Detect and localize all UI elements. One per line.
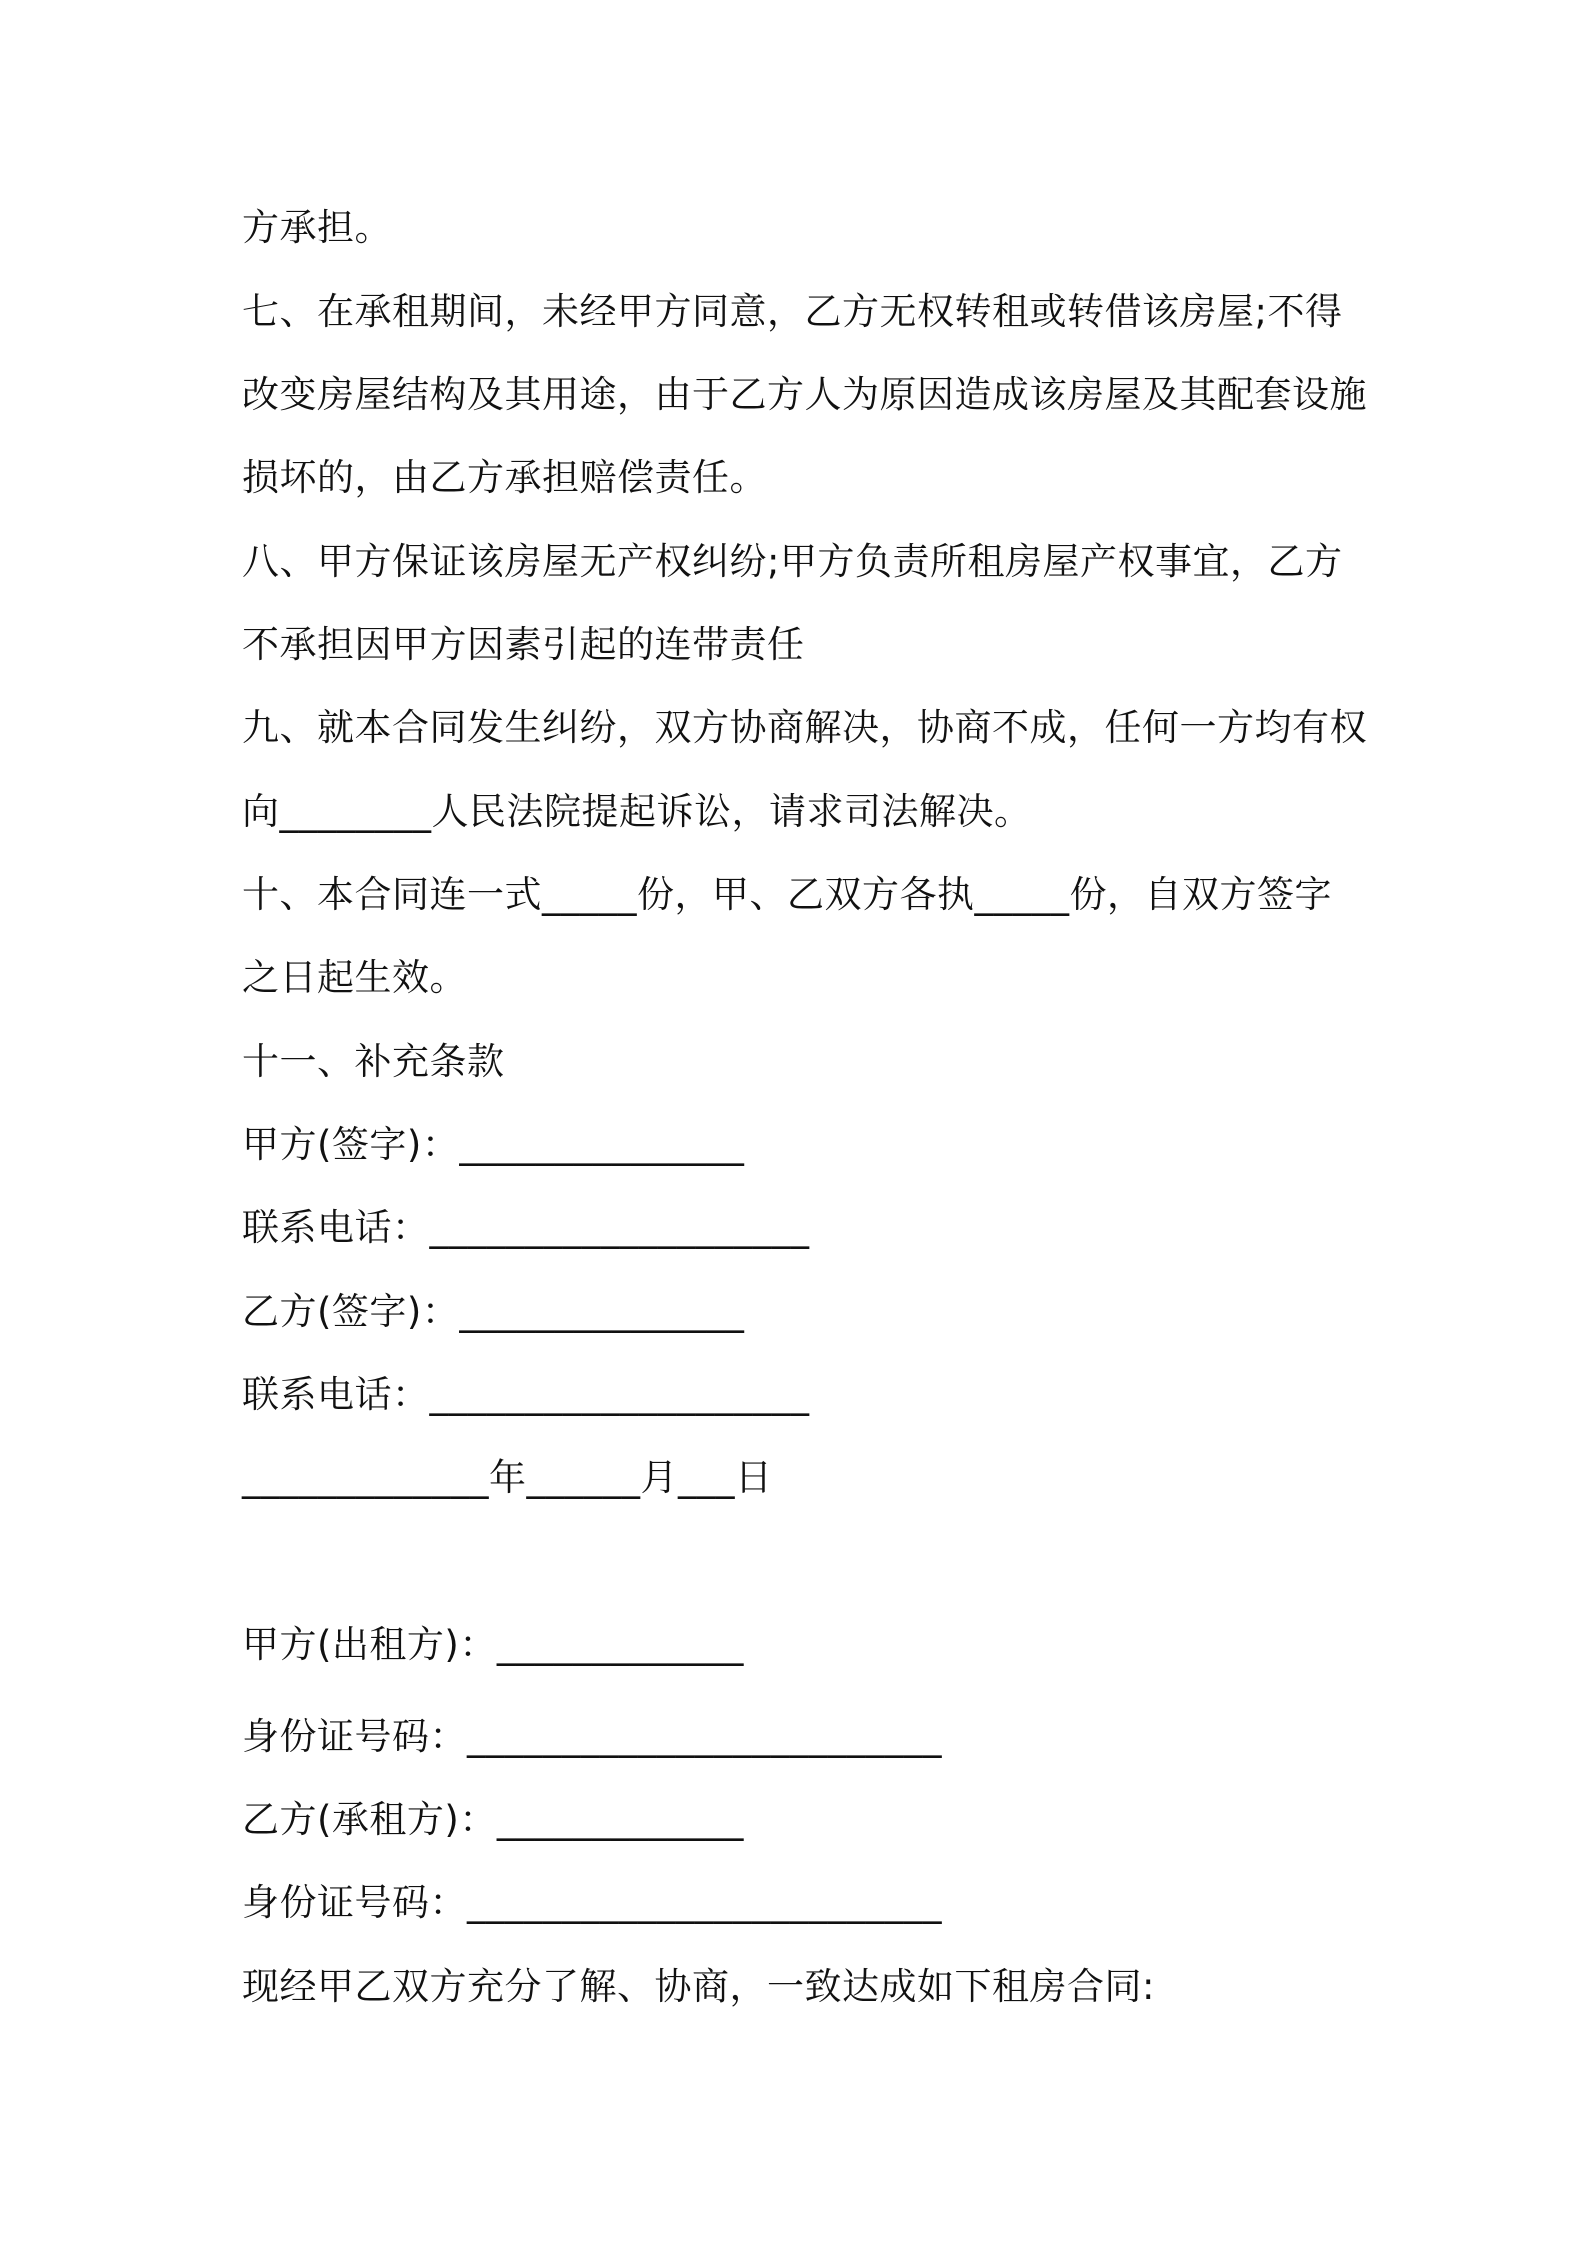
text-line-8: 向________人民法院提起诉讼，请求司法解决。: [242, 790, 1032, 833]
phone-line-party-b: 联系电话：____________________: [242, 1373, 810, 1416]
text-line-11: 十一、补充条款: [242, 1040, 505, 1083]
text-line-5: 八、甲方保证该房屋无产权纠纷;甲方负责所租房屋产权事宜，乙方: [242, 540, 1343, 583]
lessee-id-line: 身份证号码：_________________________: [242, 1881, 942, 1924]
agreement-intro-line: 现经甲乙双方充分了解、协商，一致达成如下租房合同:: [242, 1965, 1155, 2008]
lessor-line: 甲方(出租方)：_____________: [242, 1623, 744, 1666]
text-line-4: 损坏的，由乙方承担赔偿责任。: [242, 456, 767, 499]
phone-line-party-a: 联系电话：____________________: [242, 1206, 810, 1249]
text-line-2: 七、在承租期间，未经甲方同意，乙方无权转租或转借该房屋;不得: [242, 290, 1343, 333]
text-line-7: 九、就本合同发生纠纷，双方协商解决，协商不成，任何一方均有权: [242, 706, 1367, 749]
signature-line-party-a: 甲方(签字)：_______________: [242, 1123, 745, 1166]
lessor-id-line: 身份证号码：_________________________: [242, 1715, 942, 1758]
text-line-10: 之日起生效。: [242, 956, 467, 999]
text-line-3: 改变房屋结构及其用途，由于乙方人为原因造成该房屋及其配套设施: [242, 373, 1367, 416]
signature-line-party-b: 乙方(签字)：_______________: [242, 1290, 745, 1333]
text-line-9: 十、本合同连一式_____份，甲、乙双方各执_____份，自双方签字: [242, 873, 1332, 916]
text-line-6: 不承担因甲方因素引起的连带责任: [242, 623, 805, 666]
lessee-line: 乙方(承租方)：_____________: [242, 1798, 744, 1841]
date-line: _____________年______月___日: [242, 1456, 773, 1499]
text-line-1: 方承担。: [242, 206, 392, 249]
